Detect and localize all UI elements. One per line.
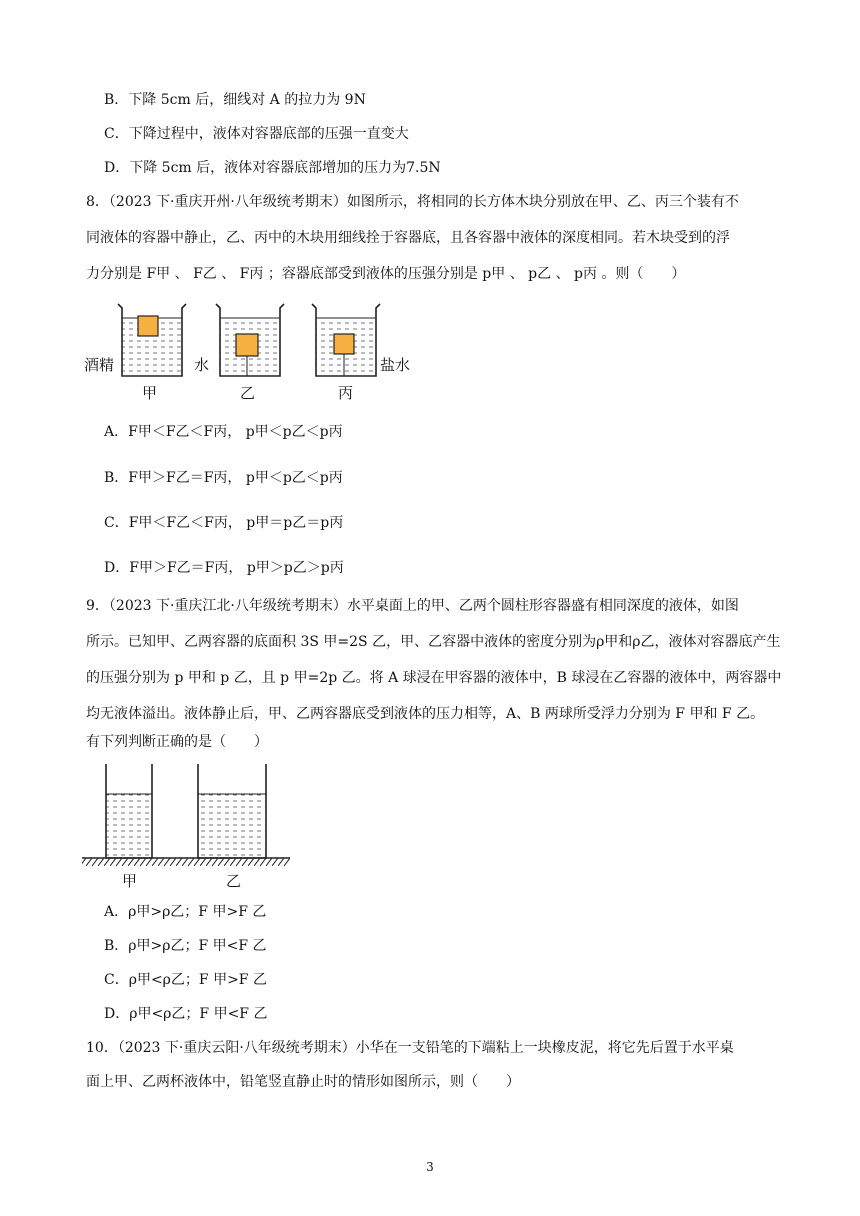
q9-option-d: D．ρ甲<ρ乙；F 甲<F 乙 [104,1006,268,1022]
q10-stem-line-1: 10．（2023 下·重庆云阳·八年级统考期末）小华在一支铅笔的下端粘上一块橡皮泥，将它先后置于水平桌 [86,1040,734,1056]
q7-option-d: D．下降 5cm 后，液体对容器底部增加的压力为7.5N [104,160,441,176]
q9-stem-line-1: 9．（2023 下·重庆江北·八年级统考期末）水平桌面上的甲、乙两个圆柱形容器盛有相同深度的液体，如图 [86,598,739,614]
wood-block-bing [334,334,354,354]
q9-figure [80,762,300,892]
label-salt-water: 盐水 [380,356,411,374]
q9-option-b: B．ρ甲>ρ乙；F 甲<F 乙 [104,938,267,954]
q9-stem-line-2: 所示。已知甲、乙两容器的底面积 3S 甲=2S 乙，甲、乙容器中液体的密度分别为ρ甲和ρ乙，液体对容器底产生 [86,634,781,650]
label-jia: 甲 [142,384,158,402]
q9-stem-line-5: 有下列判断正确的是（ ） [86,734,268,750]
label-water: 水 [194,356,210,374]
q10-stem-line-2: 面上甲、乙两杯液体中，铅笔竖直静止时的情形如图所示，则（ ） [86,1074,520,1090]
wood-block-jia [138,316,158,336]
container-jia [106,764,152,858]
q8-figure [80,296,420,406]
page-number: 3 [426,1160,434,1174]
q8-option-c: C．F甲＜F乙＜F丙， p甲＝p乙＝p丙 [104,515,344,531]
q9-stem-line-3: 的压强分别为 p 甲和 p 乙，且 p 甲=2p 乙。将 A 球浸在甲容器的液体中，B 球浸在乙容器的液体中，两容器中 [86,670,782,686]
q8-option-a: A．F甲＜F乙＜F丙， p甲＜p乙＜p丙 [104,424,343,440]
beaker-yi [216,304,284,376]
q8-option-d: D．F甲＞F乙＝F丙， p甲＞p乙＞p丙 [104,560,344,576]
label-yi: 乙 [226,872,242,890]
beaker-jia [118,304,186,376]
q8-stem-line-2: 同液体的容器中静止，乙、丙中的木块用细线拴于容器底，且各容器中液体的深度相同。若木块受到的浮 [86,230,730,246]
q9-option-a: A．ρ甲>ρ乙；F 甲>F 乙 [104,904,267,920]
beaker-bing [312,304,380,376]
label-yi: 乙 [240,384,256,402]
q9-option-c: C．ρ甲<ρ乙；F 甲>F 乙 [104,972,267,988]
wood-block-yi [236,334,258,356]
q9-stem-line-4: 均无液体溢出。液体静止后，甲、乙两容器底受到液体的压力相等，A、B 两球所受浮力分别为 F 甲和 F 乙。 [86,706,765,722]
label-alcohol: 酒精 [84,356,115,374]
q8-option-b: B．F甲＞F乙＝F丙， p甲＜p乙＜p丙 [104,470,343,486]
container-yi [198,764,266,858]
q7-option-b: B．下降 5cm 后，细线对 A 的拉力为 9N [104,92,366,108]
q7-option-c: C．下降过程中，液体对容器底部的压强一直变大 [104,126,409,142]
table-surface [82,858,290,866]
q8-stem-line-3: 力分别是 F甲 、 F乙 、 F丙 ；容器底部受到液体的压强分别是 p甲 、 p乙 、 p丙 。则（ ） [86,266,686,282]
label-bing: 丙 [338,384,354,402]
two-containers-diagram [80,762,300,872]
label-jia: 甲 [122,872,138,890]
q8-stem-line-1: 8．（2023 下·重庆开州·八年级统考期末）如图所示，将相同的长方体木块分别放在甲、乙、丙三个装有不 [86,194,739,210]
